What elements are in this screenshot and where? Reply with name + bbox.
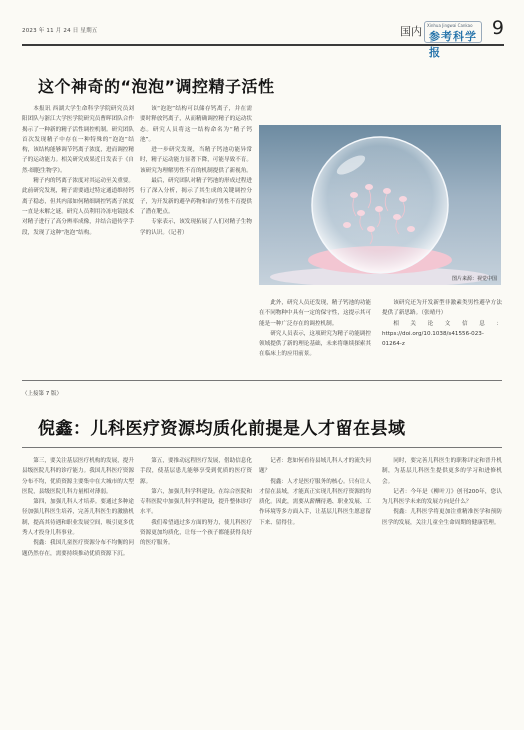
article2-para: 第四，加强儿科人才培养。要通过多种途径加强儿科医生培养，完善儿科医生的激励机制，提高其待遇和职业发展空间，吸引更多优秀人才投身儿科事业。 — [22, 499, 134, 537]
article2-title: 倪鑫：儿科医疗资源均质化前提是人才留在县域 — [38, 419, 406, 439]
continued-note: （上接第 7 版） — [22, 391, 62, 397]
article1-doi: 相关论文信息：https://doi.org/10.1038/s41556-023-01264-z — [382, 320, 502, 348]
article2-para: 记者：您如何看待县域儿科人才的流失问题？ — [259, 458, 371, 475]
article2-para: 我们希望通过多方面的努力，使儿科医疗资源更加均质化，让每一个孩子都能获得良好的医疗服务。 — [140, 519, 252, 547]
article2-para: 第六，加强儿科学科建设。在综合医院和专科医院中加强儿科学科建设，提升整体诊疗水平。 — [140, 488, 252, 516]
article2-para: 倪鑫：人才是医疗服务的核心。只有让人才留在县域，才能真正实现儿科医疗资源的均质化。因此，需要从薪酬待遇、职业发展、工作环境等多方面入手，让基层儿科医生愿意留下来、留得住。 — [259, 478, 371, 526]
article2-col2 — [140, 456, 252, 549]
article1-para: 专家表示，该发现拓展了人们对精子生物学的认识。（记者） — [140, 219, 252, 236]
bubble-illustration — [259, 125, 501, 285]
newspaper-logo — [424, 21, 482, 59]
page-header — [22, 17, 504, 59]
article1-col1 — [22, 104, 134, 238]
article2-col3 — [259, 456, 371, 528]
article1-col4 — [382, 298, 502, 349]
article1-para: 研究人员表示，这项研究为精子功能调控领域提供了新的理论基础，未来将继续探索其在临床上的应用前景。 — [259, 330, 371, 358]
header-divider — [22, 44, 504, 46]
article2-para: 记者：今年是《柳叶刀》创刊200年，您认为儿科医学未来的发展方向是什么？ — [382, 488, 502, 506]
section-divider — [22, 380, 502, 381]
article2-para: 倪鑫：我国儿童医疗资源分布不均衡的问题仍然存在，需要持续推动优质资源下沉。 — [22, 540, 134, 557]
issue-date: 2023 年 11 月 24 日 星期五 — [22, 28, 98, 34]
article1-col3 — [259, 298, 371, 360]
section-label: 国内 — [400, 25, 422, 38]
article2-col1 — [22, 456, 134, 559]
logo-text: 参考科学报 — [429, 30, 477, 59]
page-number: 9 — [491, 17, 504, 39]
article2-col4 — [382, 456, 502, 528]
article2-para: 第三，要关注基层医疗机构的发展，提升县级医院儿科的诊疗能力。我国儿科医疗资源分布不均，优质资源主要集中在大城市的大型医院，县级医院儿科力量相对薄弱。 — [22, 458, 134, 495]
article1-para: 此外，研究人员还发现，精子钙池的功能在不同物种中具有一定的保守性，这提示其可能是一种广泛存在的调控机制。 — [259, 300, 371, 327]
article2-para: 同时，要完善儿科医生的职称评定和晋升机制，为基层儿科医生提供更多的学习和进修机会。 — [382, 458, 502, 485]
article1-para: 该“泡泡”结构可以储存钙离子，并在需要时释放钙离子，从而精确调控精子的运动状态。研究人员将这一结构命名为“精子钙池”。 — [140, 106, 252, 143]
article1-photo — [259, 125, 501, 285]
title-underline — [22, 447, 502, 448]
article1-para: 精子内的钙离子浓度对其运动至关重要。此前研究发现，精子需要通过特定通道维持钙离子稳态，但其内部如何精细调控钙离子浓度一直是未解之谜。研究人员利用冷冻电镜技术对精子进行了高分辨率成像，并结合遗传学手段，发现了这种“泡泡”结构。 — [22, 178, 134, 236]
photo-caption: 图片来源：视觉中国 — [451, 276, 497, 282]
article1-col2 — [140, 104, 252, 238]
article1-para: 最后，研究团队对精子钙池的形成过程进行了深入分析，揭示了其生成的关键调控分子，为开发新的避孕药物和治疗男性不育提供了潜在靶点。 — [140, 178, 252, 215]
article1-title: 这个神奇的“泡泡”调控精子活性 — [38, 77, 275, 96]
article2-para: 第五，要推动远程医疗发展，借助信息化手段，使基层患儿能够享受到优质的医疗资源。 — [140, 458, 252, 485]
article1-para: 本报讯 西湖大学生命科学学院研究员刘阳团队与浙江大学医学院研究员曹晖团队合作揭示了一种新的精子活性调控机制。研究团队首次发现精子中存在一种特殊的“泡泡”结构，该结构能够调节钙离子浓度，进而调控精子的运动能力。相关研究成果近日发表于《自然·细胞生物学》。 — [22, 106, 134, 174]
logo-subtitle: Xinhua Jingwai Cankao — [427, 23, 473, 28]
article2-para: 倪鑫：儿科医学将更加注重精准医学和预防医学的发展，关注儿童全生命周期的健康管理。 — [382, 509, 502, 526]
article1-para: 进一步研究发现，当精子钙池功能异常时，精子运动能力显著下降，可能导致不育。该研究为理解男性不育的机制提供了新视角。 — [140, 147, 252, 174]
article1-para: 该研究还为开发新型非激素类男性避孕方法提供了新思路。（张晴丹） — [382, 300, 502, 317]
